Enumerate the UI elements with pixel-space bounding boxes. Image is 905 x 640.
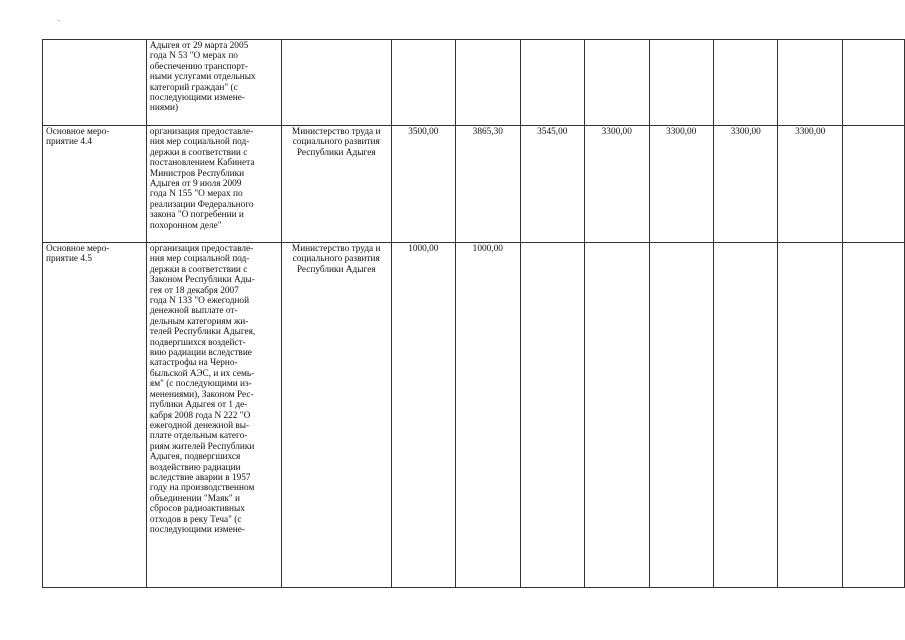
event-cell — [43, 40, 147, 126]
description-cell-line: ям" (с последующими из- — [149, 379, 252, 390]
amount-cell: 3500,00 — [391, 126, 455, 243]
description-cell-line: плате отдельным катего- — [149, 431, 248, 442]
description-cell-line: Министров Республики — [149, 168, 245, 179]
description-cell-line: быльской АЭС, и их семь- — [149, 368, 255, 379]
amount-cell: 3300,00 — [585, 126, 649, 243]
description-cell-line: году на производственном — [149, 483, 255, 494]
description-cell-line: ными услугами отдельных — [149, 72, 256, 83]
amount-cell — [456, 40, 520, 126]
amount-cell: 3300,00 — [649, 126, 713, 243]
executor-cell — [281, 126, 391, 243]
amount-cell — [649, 40, 713, 126]
event-cell-line: приятие 4.4 — [46, 137, 92, 148]
description-cell — [146, 243, 281, 588]
description-cell-line: Адыгея от 9 июля 2009 — [149, 179, 242, 190]
budget-table — [42, 39, 905, 588]
description-cell-line: держки в соответствии с — [149, 264, 248, 275]
amount-cell: 3300,00 — [713, 126, 777, 243]
description-cell-line: менениями), Законом Рес- — [149, 389, 254, 400]
scan-mark — [58, 20, 60, 21]
event-cell — [43, 126, 147, 243]
executor-cell-line: социального развития — [292, 254, 380, 265]
description-cell-line: телей Республики Адыгея, — [149, 327, 256, 338]
table-row — [43, 243, 905, 588]
description-cell-line: года N 53 "О мерах по — [149, 51, 238, 62]
budget-table-body — [43, 40, 905, 588]
table-row — [43, 40, 905, 126]
description-cell-line: похоронном деле" — [149, 220, 222, 231]
description-cell-line: отходов в реку Теча" (с — [149, 514, 242, 525]
description-cell-line: Законом Республики Ады- — [149, 275, 255, 286]
amount-cell: 3865,30 — [456, 126, 520, 243]
description-cell-line: организация предоставле- — [149, 244, 254, 254]
description-cell-line: воздействию радиации — [149, 462, 241, 473]
amount-cell — [649, 243, 713, 588]
description-cell-line: последующими измене- — [149, 524, 245, 535]
description-cell-line: Адыгея от 29 марта 2005 — [149, 41, 249, 51]
description-cell-line: объединении "Маяк" и — [149, 493, 241, 504]
amount-cell: 3545,00 — [520, 126, 584, 243]
executor-cell — [281, 243, 391, 588]
description-cell-line: ния мер социальной под- — [149, 137, 250, 148]
event-cell-line: приятие 4.5 — [46, 254, 92, 265]
description-cell — [146, 126, 281, 243]
description-cell-line: публики Адыгея от 1 де- — [149, 400, 248, 411]
executor-cell-line: Министерство труда и — [291, 127, 381, 137]
description-cell-line: денежной выплате от- — [149, 306, 238, 317]
description-cell-line: реализации Федерального — [149, 199, 254, 210]
amount-cell — [391, 40, 455, 126]
description-cell-line: риям жителей Республики — [149, 441, 255, 452]
amount-cell — [520, 243, 584, 588]
description-cell-line: Адыгея, подвергшихся — [149, 452, 241, 463]
amount-cell: 3300,00 — [778, 126, 842, 243]
description-cell-line: гея от 18 декабря 2007 — [149, 285, 239, 296]
description-cell-line: ежегодной денежной вы- — [149, 420, 250, 431]
amount-cell — [778, 243, 842, 588]
description-cell — [146, 40, 281, 126]
description-cell-line: держки в соответствии с — [149, 147, 248, 158]
amount-cell: 1000,00 — [391, 243, 455, 588]
executor-cell — [281, 40, 391, 126]
event-cell-line: Основное меро- — [46, 127, 110, 137]
description-cell-line: ниями) — [149, 103, 179, 114]
amount-cell — [842, 40, 904, 126]
description-cell-line: закона "О погребении и — [149, 210, 244, 221]
amount-cell — [713, 40, 777, 126]
amount-cell — [585, 243, 649, 588]
description-cell-line: дельным категориям жи- — [149, 316, 249, 327]
description-cell-line: организация предоставле- — [149, 127, 254, 137]
description-cell-line: катастрофы на Черно- — [149, 358, 238, 369]
amount-cell — [842, 243, 904, 588]
amount-cell — [585, 40, 649, 126]
amount-cell — [713, 243, 777, 588]
event-cell-line: Основное меро- — [46, 244, 110, 254]
description-cell-line: постановлением Кабинета — [149, 158, 255, 169]
executor-cell-line: Республики Адыгея — [296, 264, 376, 275]
amount-cell — [842, 126, 904, 243]
description-cell-line: подвергшихся воздейст- — [149, 337, 246, 348]
executor-cell-line: Республики Адыгея — [296, 147, 376, 158]
description-cell-line: сбросов радиоактивных — [149, 504, 245, 515]
amount-cell: 1000,00 — [456, 243, 520, 588]
description-cell-line: вследствие аварии в 1957 — [149, 472, 251, 483]
description-cell-line: ния мер социальной под- — [149, 254, 250, 265]
table-row — [43, 126, 905, 243]
amount-cell — [520, 40, 584, 126]
executor-cell-line: социального развития — [292, 137, 380, 148]
description-cell-line: вию радиации вследствие — [149, 348, 252, 359]
event-cell — [43, 243, 147, 588]
description-cell-line: последующими измене- — [149, 93, 245, 104]
description-cell-line: кабря 2008 года N 222 "О — [149, 410, 251, 421]
description-cell-line: года N 133 "О ежегодной — [149, 296, 250, 307]
description-cell-line: категорий граждан" (с — [149, 82, 238, 93]
description-cell-line: обеспечению транспорт- — [149, 61, 248, 72]
amount-cell — [778, 40, 842, 126]
executor-cell-line: Министерство труда и — [291, 244, 381, 254]
description-cell-line: года N 155 "О мерах по — [149, 189, 243, 200]
